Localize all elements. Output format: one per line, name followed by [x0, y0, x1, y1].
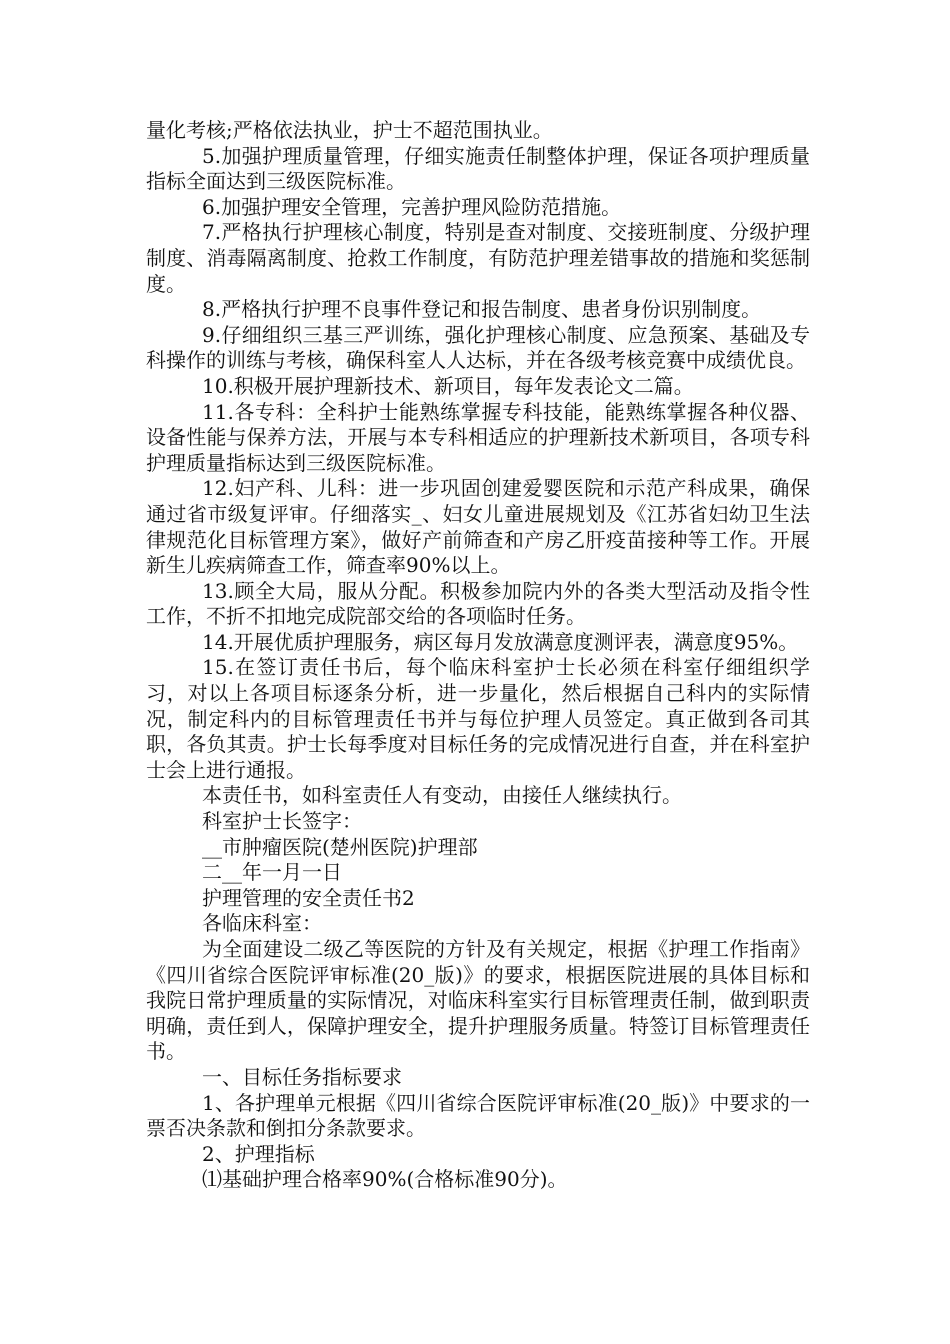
paragraph: 15.在签订责任书后，每个临床科室护士长必须在科室仔细组织学习，对以上各项目标逐条分析，进一步量化，然后根据自己科内的实际情况，制定科内的目标管理责任书并与每位护理人员签定。真正做到各司其职，各负其责。护士长每季度对目标任务的完成情况进行自查，并在科室护士会上进行通报。 [146, 655, 810, 782]
paragraph: 12.妇产科、儿科：进一步巩固创建爱婴医院和示范产科成果，确保通过省市级复评审。仔细落实_、妇女儿童进展规划及《江苏省妇幼卫生法律规范化目标管理方案》，做好产前筛查和产房乙肝疫苗接种等工作。开展新生儿疾病筛查工作，筛查率90%以上。 [146, 476, 810, 578]
paragraph: ⑴基础护理合格率90%(合格标准90分)。 [202, 1167, 568, 1192]
department-line: __市肿瘤医院(楚州医院)护理部 [202, 834, 478, 859]
paragraph: 量化考核;严格依法执业，护士不超范围执业。 [146, 118, 553, 142]
section-heading: 2、护理指标 [202, 1141, 315, 1166]
paragraph: 10.积极开展护理新技术、新项目，每年发表论文二篇。 [202, 373, 694, 398]
salutation-line: 各临床科室： [202, 911, 322, 936]
paragraph: 5.加强护理质量管理，仔细实施责任制整体护理，保证各项护理质量指标全面达到三级医院标准。 [146, 143, 810, 194]
paragraph: 14.开展优质护理服务，病区每月发放满意度测评表，满意度95%。 [202, 629, 799, 654]
section-title: 护理管理的安全责任书2 [202, 885, 415, 910]
paragraph: 9.仔细组织三基三严训练，强化护理核心制度、应急预案、基础及专科操作的训练与考核，确保科室人人达标，并在各级考核竞赛中成绩优良。 [146, 322, 810, 373]
paragraph: 1、各护理单元根据《四川省综合医院评审标准(20_版)》中要求的一票否决条款和倒扣分条款要求。 [146, 1090, 810, 1141]
closing-line: 本责任书，如科室责任人有变动，由接任人继续执行。 [202, 783, 682, 808]
date-line: 二__年一月一日 [202, 860, 342, 885]
section-heading: 一、目标任务指标要求 [202, 1064, 402, 1089]
paragraph: 11.各专科：全科护士能熟练掌握专科技能，能熟练掌握各种仪器、设备性能与保养方法，开展与本专科相适应的护理新技术新项目，各项专科护理质量指标达到三级医院标准。 [146, 399, 810, 475]
paragraph: 为全面建设二级乙等医院的方针及有关规定，根据《护理工作指南》《四川省综合医院评审标准(20_版)》的要求，根据医院进展的具体目标和我院日常护理质量的实际情况，对临床科室实行目标管理责任制，做到职责明确，责任到人，保障护理安全，提升护理服务质量。特签订目标管理责任书。 [146, 937, 810, 1064]
paragraph: 13.顾全大局，服从分配。积极参加院内外的各类大型活动及指令性工作，不折不扣地完成院部交给的各项临时任务。 [146, 578, 810, 629]
paragraph: 6.加强护理安全管理，完善护理风险防范措施。 [202, 194, 622, 219]
paragraph: 8.严格执行护理不良事件登记和报告制度、患者身份识别制度。 [202, 297, 762, 322]
paragraph: 7.严格执行护理核心制度，特别是查对制度、交接班制度、分级护理制度、消毒隔离制度、抢救工作制度，有防范护理差错事故的措施和奖惩制度。 [146, 220, 810, 296]
signature-line: 科室护士长签字： [202, 809, 362, 834]
document-page [146, 118, 810, 1193]
